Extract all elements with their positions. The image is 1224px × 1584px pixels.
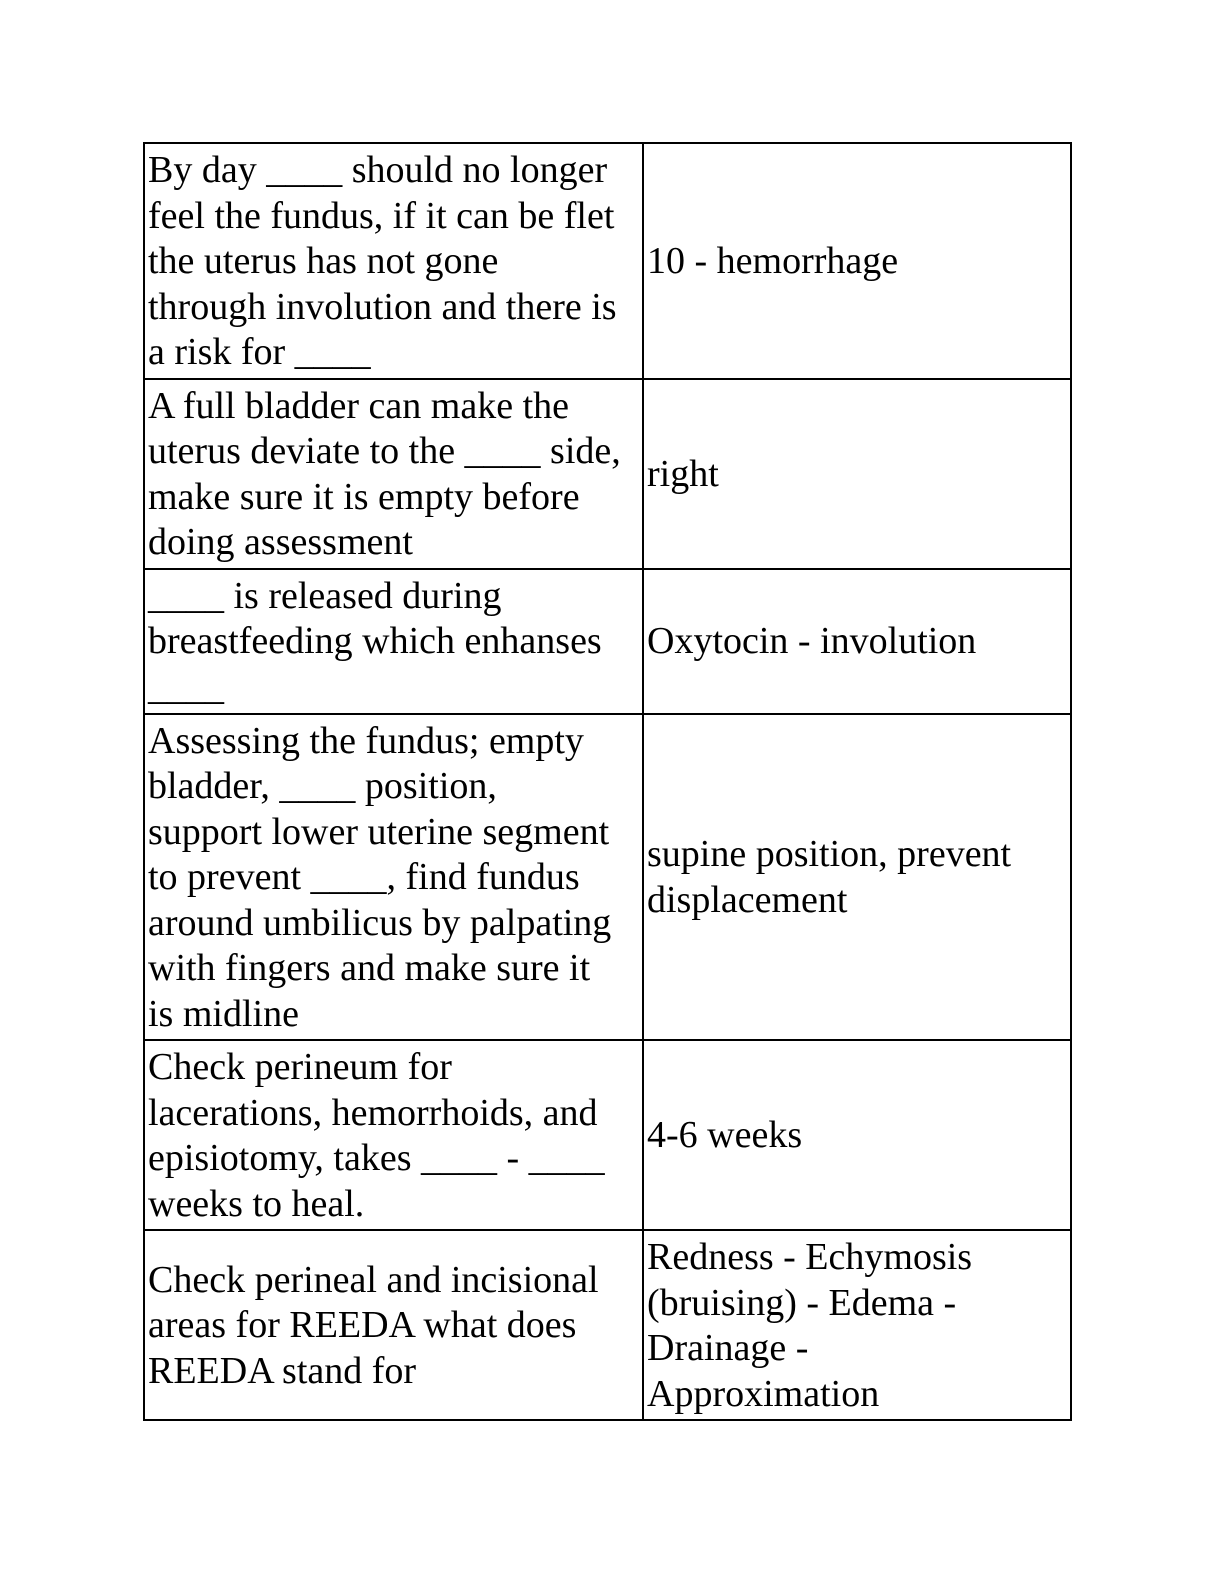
card-definition: right	[643, 379, 1071, 569]
card-term: A full bladder can make the uterus deviate to the ____ side, make sure it is empty before doing assessment	[144, 379, 643, 569]
flashcard-row	[144, 143, 1071, 379]
card-term: ____ is released during breastfeeding which enhanses ____	[144, 569, 643, 714]
flashcard-row	[144, 1040, 1071, 1230]
card-definition: supine position, prevent displacement	[643, 714, 1071, 1041]
flashcard-row	[144, 569, 1071, 714]
flashcard-row	[144, 379, 1071, 569]
card-term: Assessing the fundus; empty bladder, ____ position, support lower uterine segment to prevent ____, find fundus around umbilicus by palpating with fingers and make sure it is midline	[144, 714, 643, 1041]
flashcard-row	[144, 714, 1071, 1041]
card-term: By day ____ should no longer feel the fundus, if it can be flet the uterus has not gone through involution and there is a risk for ____	[144, 143, 643, 379]
card-term: Check perineum for lacerations, hemorrhoids, and episiotomy, takes ____ - ____ weeks to heal.	[144, 1040, 643, 1230]
card-term: Check perineal and incisional areas for REEDA what does REEDA stand for	[144, 1230, 643, 1420]
card-definition: Oxytocin - involution	[643, 569, 1071, 714]
flashcard-row	[144, 1230, 1071, 1420]
card-definition: 4-6 weeks	[643, 1040, 1071, 1230]
card-definition: 10 - hemorrhage	[643, 143, 1071, 379]
flashcard-table	[143, 142, 1072, 1421]
card-definition: Redness - Echymosis (bruising) - Edema - Drainage - Approximation	[643, 1230, 1071, 1420]
